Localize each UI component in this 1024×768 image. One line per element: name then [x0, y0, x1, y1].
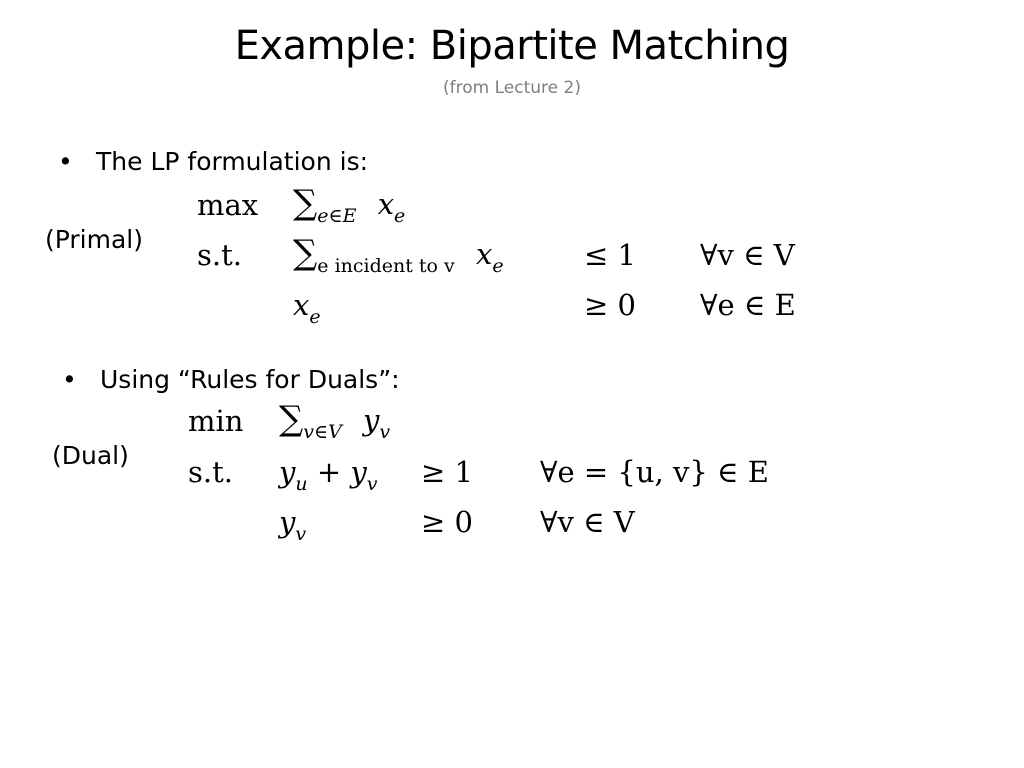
dual-constraint-2-var-sub: v — [295, 523, 307, 545]
slide-title: Example: Bipartite Matching — [234, 23, 790, 69]
primal-constraint-2-quantifier: ∀e ∈ E — [700, 288, 796, 322]
bullet-symbol: • — [62, 365, 77, 394]
primal-st-keyword: s.t. — [197, 238, 242, 272]
primal-objective-index: e∈E — [317, 205, 357, 227]
dual-constraint-2-var: y — [279, 505, 296, 539]
dual-constraint-2-lhs — [279, 505, 306, 543]
primal-objective — [293, 183, 406, 227]
primal-constraint-1-quantifier: ∀v ∈ V — [700, 238, 795, 272]
primal-constraint-1-var: x — [475, 237, 493, 271]
bullet-text: Using “Rules for Duals”: — [100, 365, 400, 394]
dual-label: (Dual) — [52, 441, 129, 470]
slide-subtitle: (from Lecture 2) — [443, 78, 581, 98]
primal-objective-keyword: max — [197, 188, 259, 222]
sum-symbol: ∑ — [279, 399, 304, 439]
dual-objective-var: y — [363, 403, 380, 437]
primal-constraint-2-lhs — [293, 288, 321, 326]
dual-constraint-1-var-a-sub: u — [295, 473, 308, 495]
sum-symbol: ∑ — [293, 233, 318, 273]
bullet-rules-for-duals — [62, 364, 400, 396]
dual-constraint-1-var-b-sub: v — [366, 473, 378, 495]
primal-constraint-2-relation: ≥ 0 — [584, 288, 636, 322]
primal-constraint-2-var-sub: e — [309, 306, 321, 328]
bullet-text: The LP formulation is: — [96, 147, 369, 176]
bullet-symbol: • — [58, 147, 73, 176]
primal-constraint-1-relation: ≤ 1 — [584, 238, 636, 272]
dual-constraint-1-var-b: y — [350, 455, 367, 489]
primal-constraint-1-lhs — [293, 233, 504, 277]
dual-objective — [279, 399, 391, 443]
dual-constraint-2-quantifier: ∀v ∈ V — [540, 505, 635, 539]
primal-objective-var-sub: e — [394, 205, 406, 227]
bullet-lp-formulation — [58, 146, 368, 178]
dual-objective-var-sub: v — [379, 421, 391, 443]
dual-objective-keyword: min — [188, 404, 244, 438]
primal-constraint-2-var: x — [293, 288, 310, 322]
dual-objective-index: v∈V — [303, 421, 342, 443]
sum-symbol: ∑ — [293, 183, 318, 223]
dual-constraint-1-quantifier: ∀e = {u, v} ∈ E — [540, 455, 769, 489]
dual-constraint-2-relation: ≥ 0 — [421, 505, 473, 539]
primal-objective-var: x — [377, 187, 395, 221]
primal-label: (Primal) — [45, 225, 143, 254]
dual-constraint-1-relation: ≥ 1 — [421, 455, 473, 489]
primal-constraint-1-index: e incident to v — [317, 255, 455, 277]
dual-st-keyword: s.t. — [188, 455, 233, 489]
dual-constraint-1-lhs — [279, 455, 378, 493]
dual-constraint-1-plus: + — [307, 455, 351, 489]
primal-constraint-1-var-sub: e — [492, 255, 504, 277]
dual-constraint-1-var-a: y — [279, 455, 296, 489]
